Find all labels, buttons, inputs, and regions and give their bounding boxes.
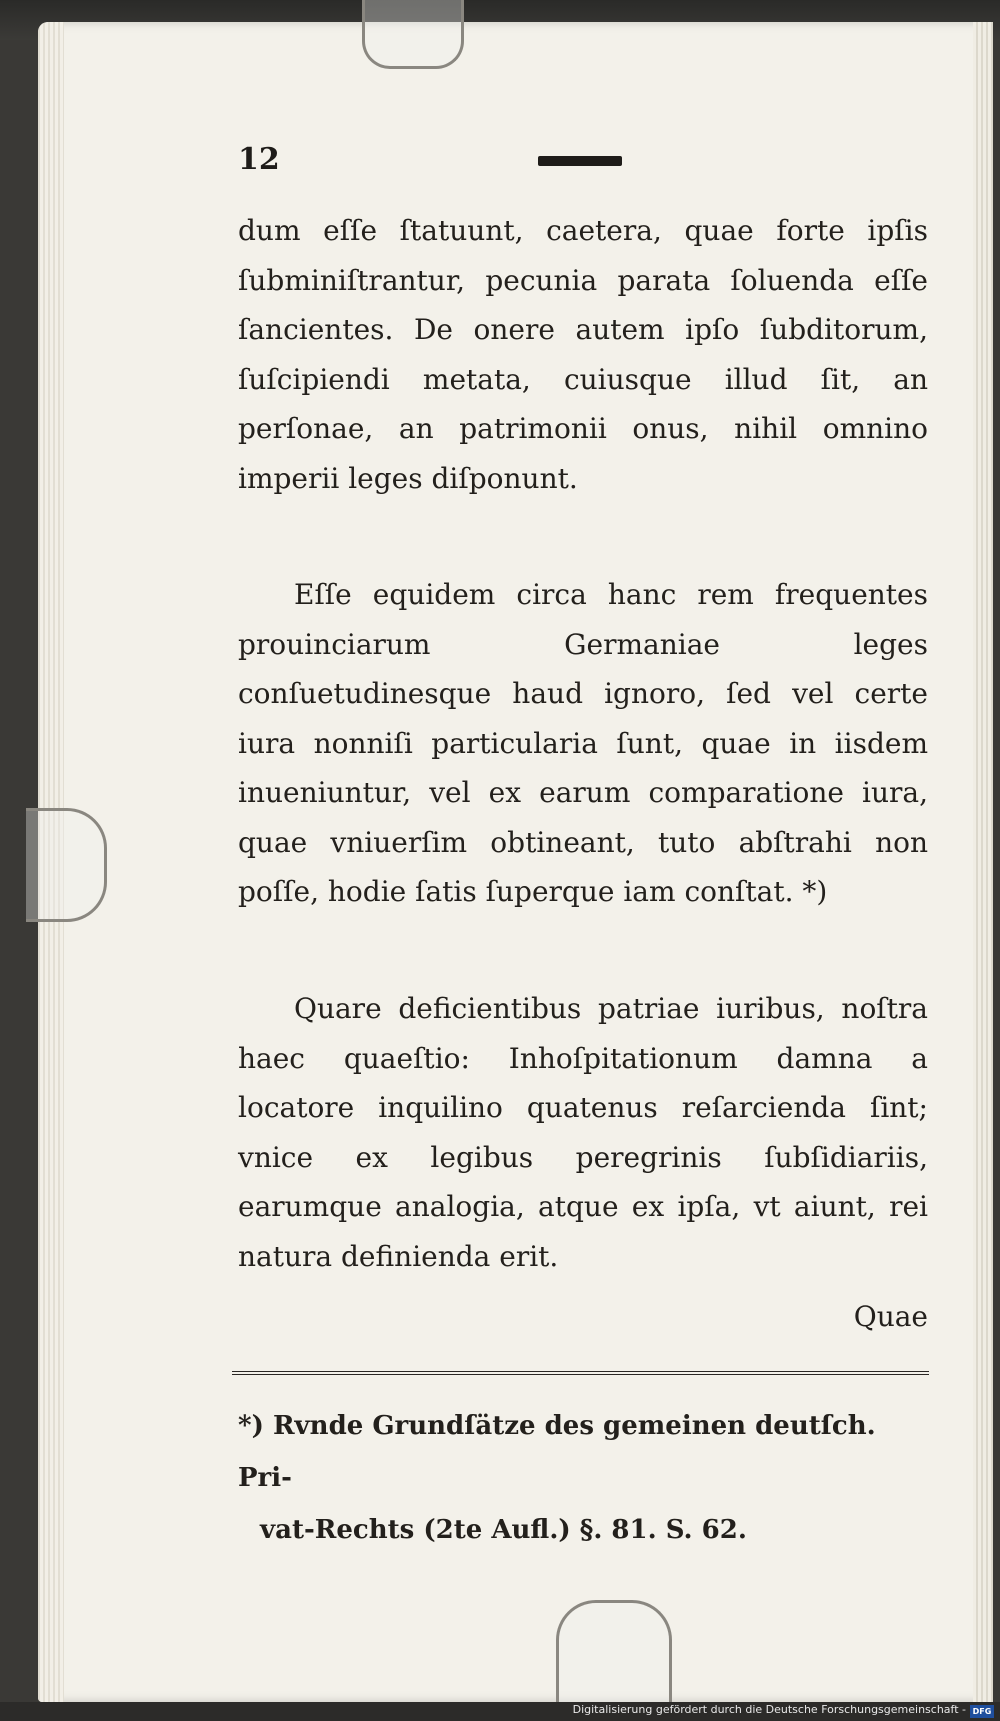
paragraph-3: Quare deficientibus patriae iuribus, noſtra haec quaeſtio: Inhoſpitationum damna a locatore inquilino quatenus reſarcienda ſint; vnice ex legibus peregrinis ſubſidiariis, earumque analogia, atque ex ipſa, vt aiunt, rei natura definienda erit. xyxy=(238,992,928,1273)
clip-holder-left xyxy=(26,808,107,922)
paragraph-2: Eſſe equidem circa hanc rem frequentes prouinciarum Germaniae leges conſuetudinesque haud ignoro, ſed vel certe iura nonniſi particularia ſunt, quae in iisdem inueniuntur, vel ex earum comparatione iura, quae vniuerſim obtineant, tuto abſtrahi non poſſe, hodie ſatis ſuperque iam conſtat. *) xyxy=(238,578,928,908)
paragraph-1: dum eſſe ſtatuunt, caetera, quae forte ipſis ſubminiſtrantur, pecunia parata ſoluenda eſſe ſancientes. De onere autem ipſo ſubditorum, ſuſcipiendi metata, cuiusque illud ſit, an perſonae, an patrimonii onus, nihil omnino imperii leges diſponunt. xyxy=(238,214,928,495)
footnote-divider xyxy=(232,1371,929,1375)
catchword: Quae xyxy=(853,1300,928,1333)
page-stack-edge-right xyxy=(973,22,993,1702)
dfg-logo: DFG xyxy=(970,1705,994,1718)
page-header xyxy=(238,142,928,182)
page-number: 12 xyxy=(238,142,280,177)
footnote-line-1: *) Rvnde Grundſätze des gemeinen deutſch. Pri- xyxy=(238,1411,876,1493)
footnote-line-2: vat-Rechts (2te Aufl.) §. 81. S. 62. xyxy=(260,1515,747,1545)
clip-holder-bottom xyxy=(556,1600,672,1703)
clip-holder-top xyxy=(362,0,464,69)
footnote xyxy=(238,1400,928,1556)
digitization-credit: Digitalisierung gefördert durch die Deutsche Forschungsgemeinschaft - xyxy=(572,1703,966,1716)
header-ornament-rule xyxy=(538,156,622,166)
